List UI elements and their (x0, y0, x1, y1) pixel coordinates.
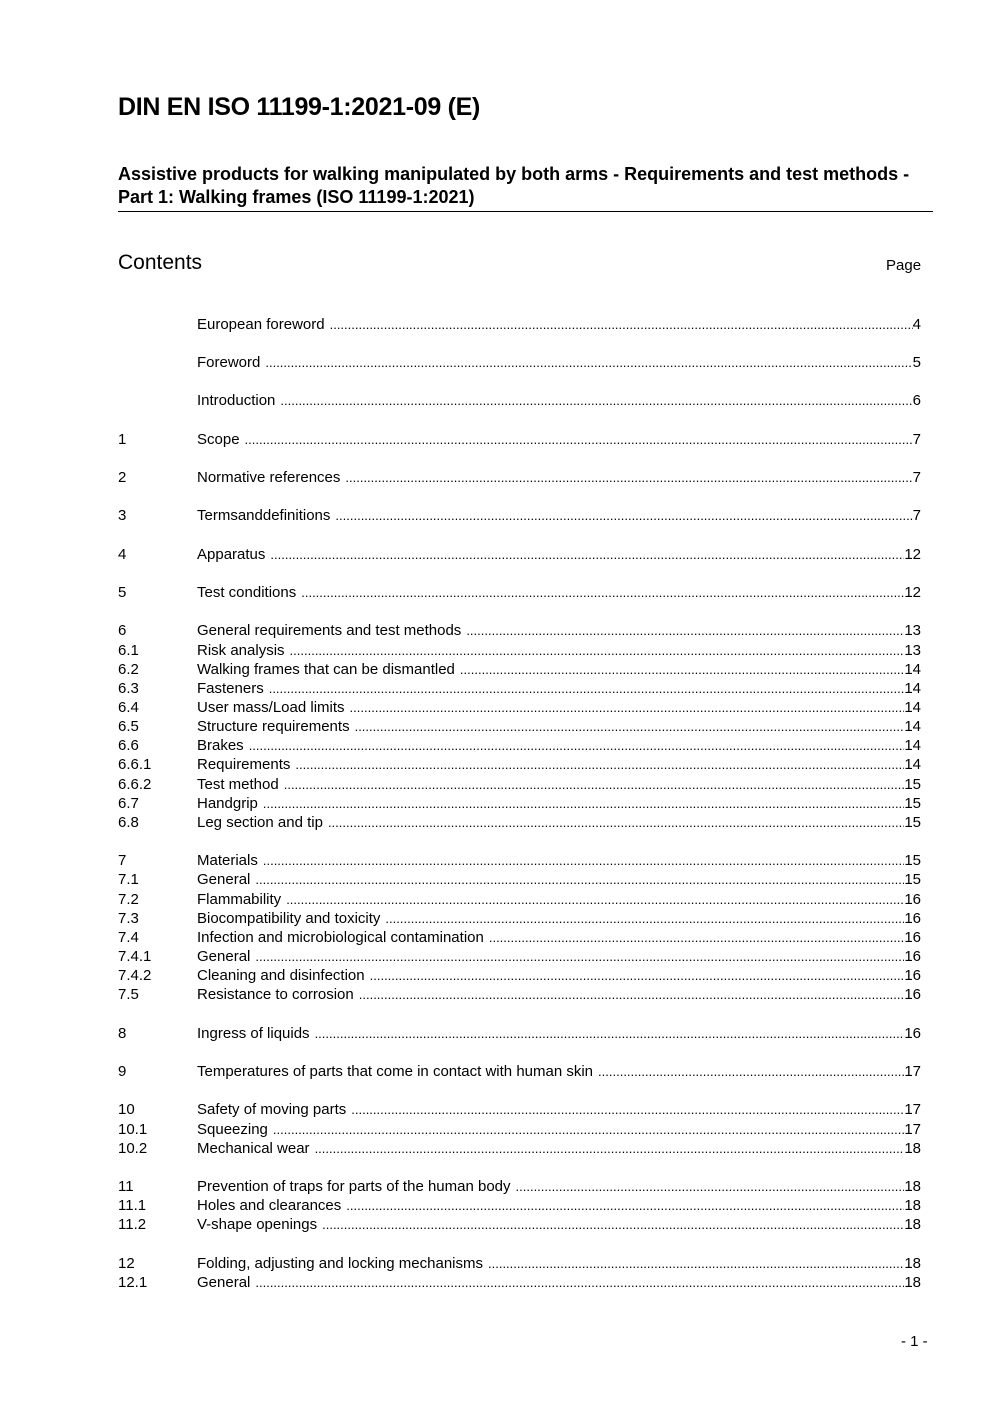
toc-entry[interactable] (118, 813, 921, 833)
toc-entry-page: 16 (904, 948, 921, 965)
toc-entry-page: 14 (904, 661, 921, 678)
toc-leader-dots (270, 545, 904, 565)
toc-leader-dots (284, 775, 905, 795)
toc-entry-title: Ingress of liquids (197, 1025, 310, 1042)
toc-entry-title: Fasteners (197, 680, 264, 697)
toc-entry-page: 17 (904, 1063, 921, 1080)
toc-entry[interactable] (118, 679, 921, 699)
toc-entry[interactable] (118, 1254, 921, 1274)
toc-entry-page: 13 (904, 622, 921, 639)
toc-entry-page: 17 (904, 1121, 921, 1138)
toc-entry-title: European foreword (197, 316, 325, 333)
toc-entry-title: Test conditions (197, 584, 297, 601)
toc-entry-page: 15 (904, 814, 921, 831)
toc-entry-title: General (197, 948, 251, 965)
page-column-heading: Page (886, 257, 922, 274)
toc-leader-dots (295, 755, 904, 775)
toc-entry-number: 10.2 (118, 1140, 148, 1157)
toc-entry-title: Foreword (197, 354, 261, 371)
toc-entry-title: Flammability (197, 891, 282, 908)
toc-entry-number: 6.2 (118, 661, 139, 678)
toc-leader-dots (290, 641, 905, 661)
toc-entry-page: 16 (904, 891, 921, 908)
toc-entry[interactable] (118, 736, 921, 756)
toc-entry[interactable] (118, 909, 921, 929)
toc-entry-title: Squeezing (197, 1121, 268, 1138)
toc-entry-page: 16 (904, 986, 921, 1003)
toc-entry[interactable] (118, 775, 921, 795)
toc-leader-dots (301, 583, 904, 603)
toc-entry-page: 14 (904, 699, 921, 716)
toc-entry-page: 4 (912, 316, 921, 333)
toc-entry[interactable] (118, 1100, 921, 1120)
toc-entry-title: Handgrip (197, 795, 258, 812)
toc-entry-number: 10 (118, 1101, 135, 1118)
contents-heading: Contents (118, 251, 203, 274)
toc-entry-title: Materials (197, 852, 258, 869)
toc-entry-page: 18 (904, 1140, 921, 1157)
toc-entry-number: 6 (118, 622, 127, 639)
toc-entry-title: Risk analysis (197, 642, 285, 659)
toc-entry-title: Structure requirements (197, 718, 350, 735)
toc-leader-dots (359, 985, 905, 1005)
toc-entry-number: 2 (118, 469, 127, 486)
toc-entry-number: 5 (118, 584, 127, 601)
toc-entry-title: Requirements (197, 756, 291, 773)
toc-entry-number: 12.1 (118, 1274, 148, 1291)
toc-entry-page: 7 (912, 469, 921, 486)
toc-entry-number: 6.4 (118, 699, 139, 716)
toc-entry-number: 6.1 (118, 642, 139, 659)
toc-entry-title: General (197, 1274, 251, 1291)
toc-entry[interactable] (118, 315, 921, 335)
toc-leader-dots (328, 813, 904, 833)
toc-leader-dots (315, 1024, 905, 1044)
toc-entry[interactable] (118, 621, 921, 641)
toc-entry[interactable] (118, 1024, 921, 1044)
toc-leader-dots (345, 468, 912, 488)
toc-entry[interactable] (118, 966, 921, 986)
toc-entry-title: Termsanddefinitions (197, 507, 331, 524)
toc-entry-page: 7 (912, 507, 921, 524)
toc-leader-dots (330, 315, 913, 335)
toc-entry-title: User mass/Load limits (197, 699, 345, 716)
toc-entry-page: 7 (912, 431, 921, 448)
toc-entry-page: 16 (904, 910, 921, 927)
toc-entry-number: 7.4.1 (118, 948, 152, 965)
toc-entry[interactable] (118, 1215, 921, 1235)
toc-leader-dots (265, 353, 912, 373)
toc-entry-title: Leg section and tip (197, 814, 323, 831)
toc-leader-dots (286, 890, 904, 910)
toc-entry-page: 17 (904, 1101, 921, 1118)
toc-leader-dots (516, 1177, 905, 1197)
toc-leader-dots (263, 851, 904, 871)
toc-entry-page: 16 (904, 967, 921, 984)
toc-leader-dots (370, 966, 905, 986)
toc-entry-page: 12 (904, 546, 921, 563)
toc-leader-dots (460, 660, 904, 680)
toc-entry-page: 15 (904, 776, 921, 793)
toc-leader-dots (280, 391, 912, 411)
toc-entry-number: 11 (118, 1178, 134, 1195)
toc-entry[interactable] (118, 506, 921, 526)
toc-entry-page: 12 (904, 584, 921, 601)
toc-leader-dots (489, 928, 904, 948)
toc-entry-number: 4 (118, 546, 127, 563)
toc-entry-page: 18 (904, 1255, 921, 1272)
toc-entry[interactable] (118, 391, 921, 411)
toc-entry-title: Resistance to corrosion (197, 986, 354, 1003)
toc-entry-page: 14 (904, 737, 921, 754)
toc-entry[interactable] (118, 717, 921, 737)
toc-entry-title: Apparatus (197, 546, 266, 563)
toc-entry-title: Mechanical wear (197, 1140, 310, 1157)
toc-entry-title: General requirements and test methods (197, 622, 462, 639)
toc-entry-number: 6.8 (118, 814, 139, 831)
toc-entry[interactable] (118, 698, 921, 718)
toc-entry[interactable] (118, 660, 921, 680)
toc-entry-number: 6.6.1 (118, 756, 152, 773)
toc-leader-dots (346, 1196, 904, 1216)
toc-entry-page: 18 (904, 1197, 921, 1214)
toc-entry-number: 9 (118, 1063, 127, 1080)
toc-leader-dots (350, 698, 905, 718)
toc-entry-title: Walking frames that can be dismantled (197, 661, 455, 678)
toc-leader-dots (249, 736, 905, 756)
toc-entry-title: Normative references (197, 469, 341, 486)
toc-entry-number: 7.4 (118, 929, 139, 946)
toc-entry[interactable] (118, 985, 921, 1005)
toc-entry[interactable] (118, 794, 921, 814)
toc-entry-number: 6.6.2 (118, 776, 152, 793)
toc-leader-dots (263, 794, 904, 814)
toc-entry-page: 18 (904, 1274, 921, 1291)
toc-entry-title: Temperatures of parts that come in contact with human skin (197, 1063, 594, 1080)
toc-leader-dots (335, 506, 912, 526)
toc-entry-number: 1 (118, 431, 127, 448)
toc-leader-dots (385, 909, 904, 929)
document-id: DIN EN ISO 11199-1:2021-09 (E) (118, 93, 481, 121)
toc-leader-dots (315, 1139, 905, 1159)
toc-entry-title: V-shape openings (197, 1216, 318, 1233)
toc-entry-title: Biocompatibility and toxicity (197, 910, 381, 927)
toc-entry-number: 3 (118, 507, 127, 524)
toc-entry-number: 11.2 (118, 1216, 147, 1233)
toc-entry-title: Cleaning and disinfection (197, 967, 365, 984)
toc-entry[interactable] (118, 1120, 921, 1140)
toc-entry-title: Introduction (197, 392, 276, 409)
toc-entry-title: General (197, 871, 251, 888)
toc-entry-number: 7 (118, 852, 127, 869)
toc-entry[interactable] (118, 870, 921, 890)
toc-entry-title: Prevention of traps for parts of the human body (197, 1178, 511, 1195)
toc-entry-page: 14 (904, 680, 921, 697)
toc-entry[interactable] (118, 928, 921, 948)
toc-entry[interactable] (118, 947, 921, 967)
toc-leader-dots (269, 679, 905, 699)
toc-entry[interactable] (118, 755, 921, 775)
toc-entry-page: 15 (904, 852, 921, 869)
toc-entry-title: Folding, adjusting and locking mechanisms (197, 1255, 483, 1272)
toc-entry-number: 7.3 (118, 910, 139, 927)
toc-leader-dots (488, 1254, 904, 1274)
toc-entry-page: 16 (904, 1025, 921, 1042)
toc-entry-number: 12 (118, 1255, 135, 1272)
toc-leader-dots (351, 1100, 904, 1120)
toc-entry[interactable] (118, 1177, 921, 1197)
toc-leader-dots (255, 870, 904, 890)
toc-entry-page: 14 (904, 718, 921, 735)
toc-entry[interactable] (118, 545, 921, 565)
toc-leader-dots (355, 717, 905, 737)
toc-entry-page: 15 (904, 871, 921, 888)
toc-entry-number: 6.6 (118, 737, 139, 754)
toc-entry[interactable] (118, 641, 921, 661)
toc-entry-title: Holes and clearances (197, 1197, 342, 1214)
toc-entry[interactable] (118, 583, 921, 603)
toc-entry[interactable] (118, 851, 921, 871)
toc-entry[interactable] (118, 1139, 921, 1159)
toc-entry-title: Infection and microbiological contamination (197, 929, 484, 946)
toc-entry-title: Safety of moving parts (197, 1101, 347, 1118)
toc-entry-number: 6.5 (118, 718, 139, 735)
toc-entry[interactable] (118, 1196, 921, 1216)
toc-entry-page: 13 (904, 642, 921, 659)
toc-entry-number: 6.7 (118, 795, 139, 812)
toc-entry-page: 14 (904, 756, 921, 773)
toc-entry-page: 6 (912, 392, 921, 409)
toc-leader-dots (273, 1120, 904, 1140)
toc-leader-dots (466, 621, 904, 641)
toc-entry-title: Brakes (197, 737, 244, 754)
toc-entry-page: 18 (904, 1216, 921, 1233)
toc-entry[interactable] (118, 353, 921, 373)
toc-entry-number: 7.2 (118, 891, 139, 908)
toc-entry[interactable] (118, 1062, 921, 1082)
toc-entry-number: 7.1 (118, 871, 139, 888)
toc-entry-number: 7.5 (118, 986, 139, 1003)
toc-leader-dots (322, 1215, 904, 1235)
toc-leader-dots (255, 947, 904, 967)
toc-entry-number: 10.1 (118, 1121, 148, 1138)
toc-entry[interactable] (118, 430, 921, 450)
toc-entry[interactable] (118, 1273, 921, 1293)
toc-entry-number: 8 (118, 1025, 127, 1042)
toc-entry-title: Scope (197, 431, 240, 448)
toc-leader-dots (255, 1273, 904, 1293)
toc-entry-page: 5 (912, 354, 921, 371)
toc-entry[interactable] (118, 468, 921, 488)
toc-leader-dots (245, 430, 913, 450)
toc-entry-number: 7.4.2 (118, 967, 152, 984)
toc-leader-dots (598, 1062, 904, 1082)
toc-entry-number: 6.3 (118, 680, 139, 697)
document-title: Assistive products for walking manipulated by both arms - Requirements and test methods - Part 1: Walking frames (ISO 11199-1:2021) (118, 163, 933, 212)
page-number: - 1 - (901, 1333, 928, 1350)
toc-entry-page: 18 (904, 1178, 921, 1195)
toc-entry[interactable] (118, 890, 921, 910)
toc-entry-number: 11.1 (118, 1197, 147, 1214)
toc-entry-page: 16 (904, 929, 921, 946)
toc-entry-title: Test method (197, 776, 279, 793)
toc-entry-page: 15 (904, 795, 921, 812)
